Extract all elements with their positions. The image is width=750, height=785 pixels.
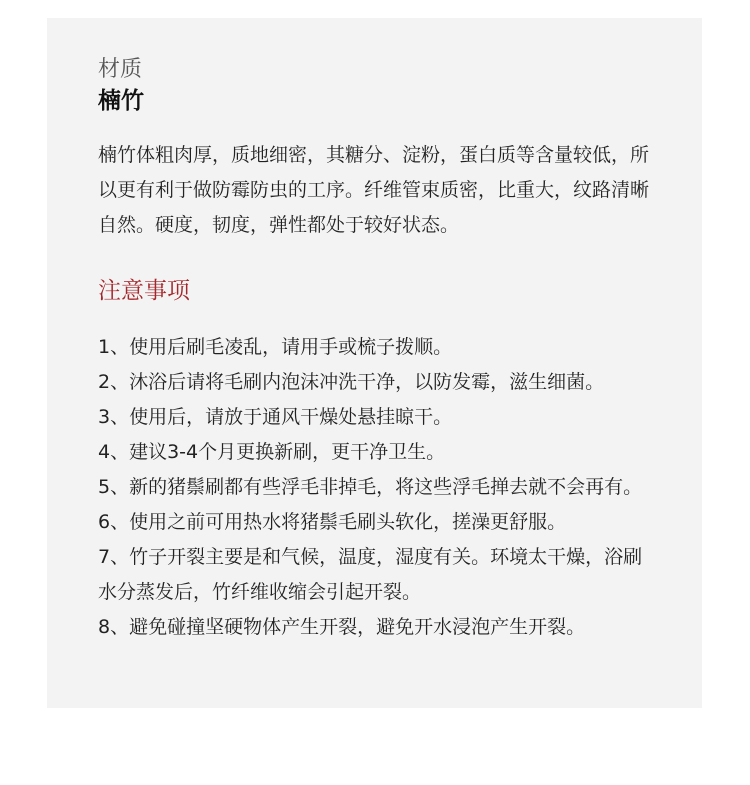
notes-title: 注意事项 xyxy=(98,278,190,304)
material-name: 楠竹 xyxy=(98,88,144,114)
note-item-6: 6、使用之前可用热水将猪鬃毛刷头软化，搓澡更舒服。 xyxy=(98,511,567,533)
note-item-4: 4、建议3-4个月更换新刷，更干净卫生。 xyxy=(98,441,446,463)
note-item-2: 2、沐浴后请将毛刷内泡沫冲洗干净，以防发霉，滋生细菌。 xyxy=(98,371,605,393)
material-label: 材质 xyxy=(98,57,143,82)
card-content xyxy=(98,56,658,645)
note-item-3: 3、使用后，请放于通风干燥处悬挂晾干。 xyxy=(98,406,453,428)
note-item-5: 5、新的猪鬃刷都有些浮毛非掉毛，将这些浮毛掸去就不会再有。 xyxy=(98,476,643,498)
note-item-1: 1、使用后刷毛凌乱，请用手或梳子拨顺。 xyxy=(98,336,453,358)
product-info-card xyxy=(47,18,702,708)
notes-list xyxy=(98,330,658,645)
note-item-8: 8、避免碰撞坚硬物体产生开裂，避免开水浸泡产生开裂。 xyxy=(98,616,586,638)
material-description: 楠竹体粗肉厚，质地细密，其糖分、淀粉，蛋白质等含量较低，所以更有利于做防霉防虫的工序。纤维管束质密，比重大，纹路清晰自然。硬度，韧度，弹性都处于较好状态。 xyxy=(98,144,650,236)
note-item-7: 7、竹子开裂主要是和气候，温度，湿度有关。环境太干燥，浴刷水分蒸发后，竹纤维收缩会引起开裂。 xyxy=(98,546,643,603)
